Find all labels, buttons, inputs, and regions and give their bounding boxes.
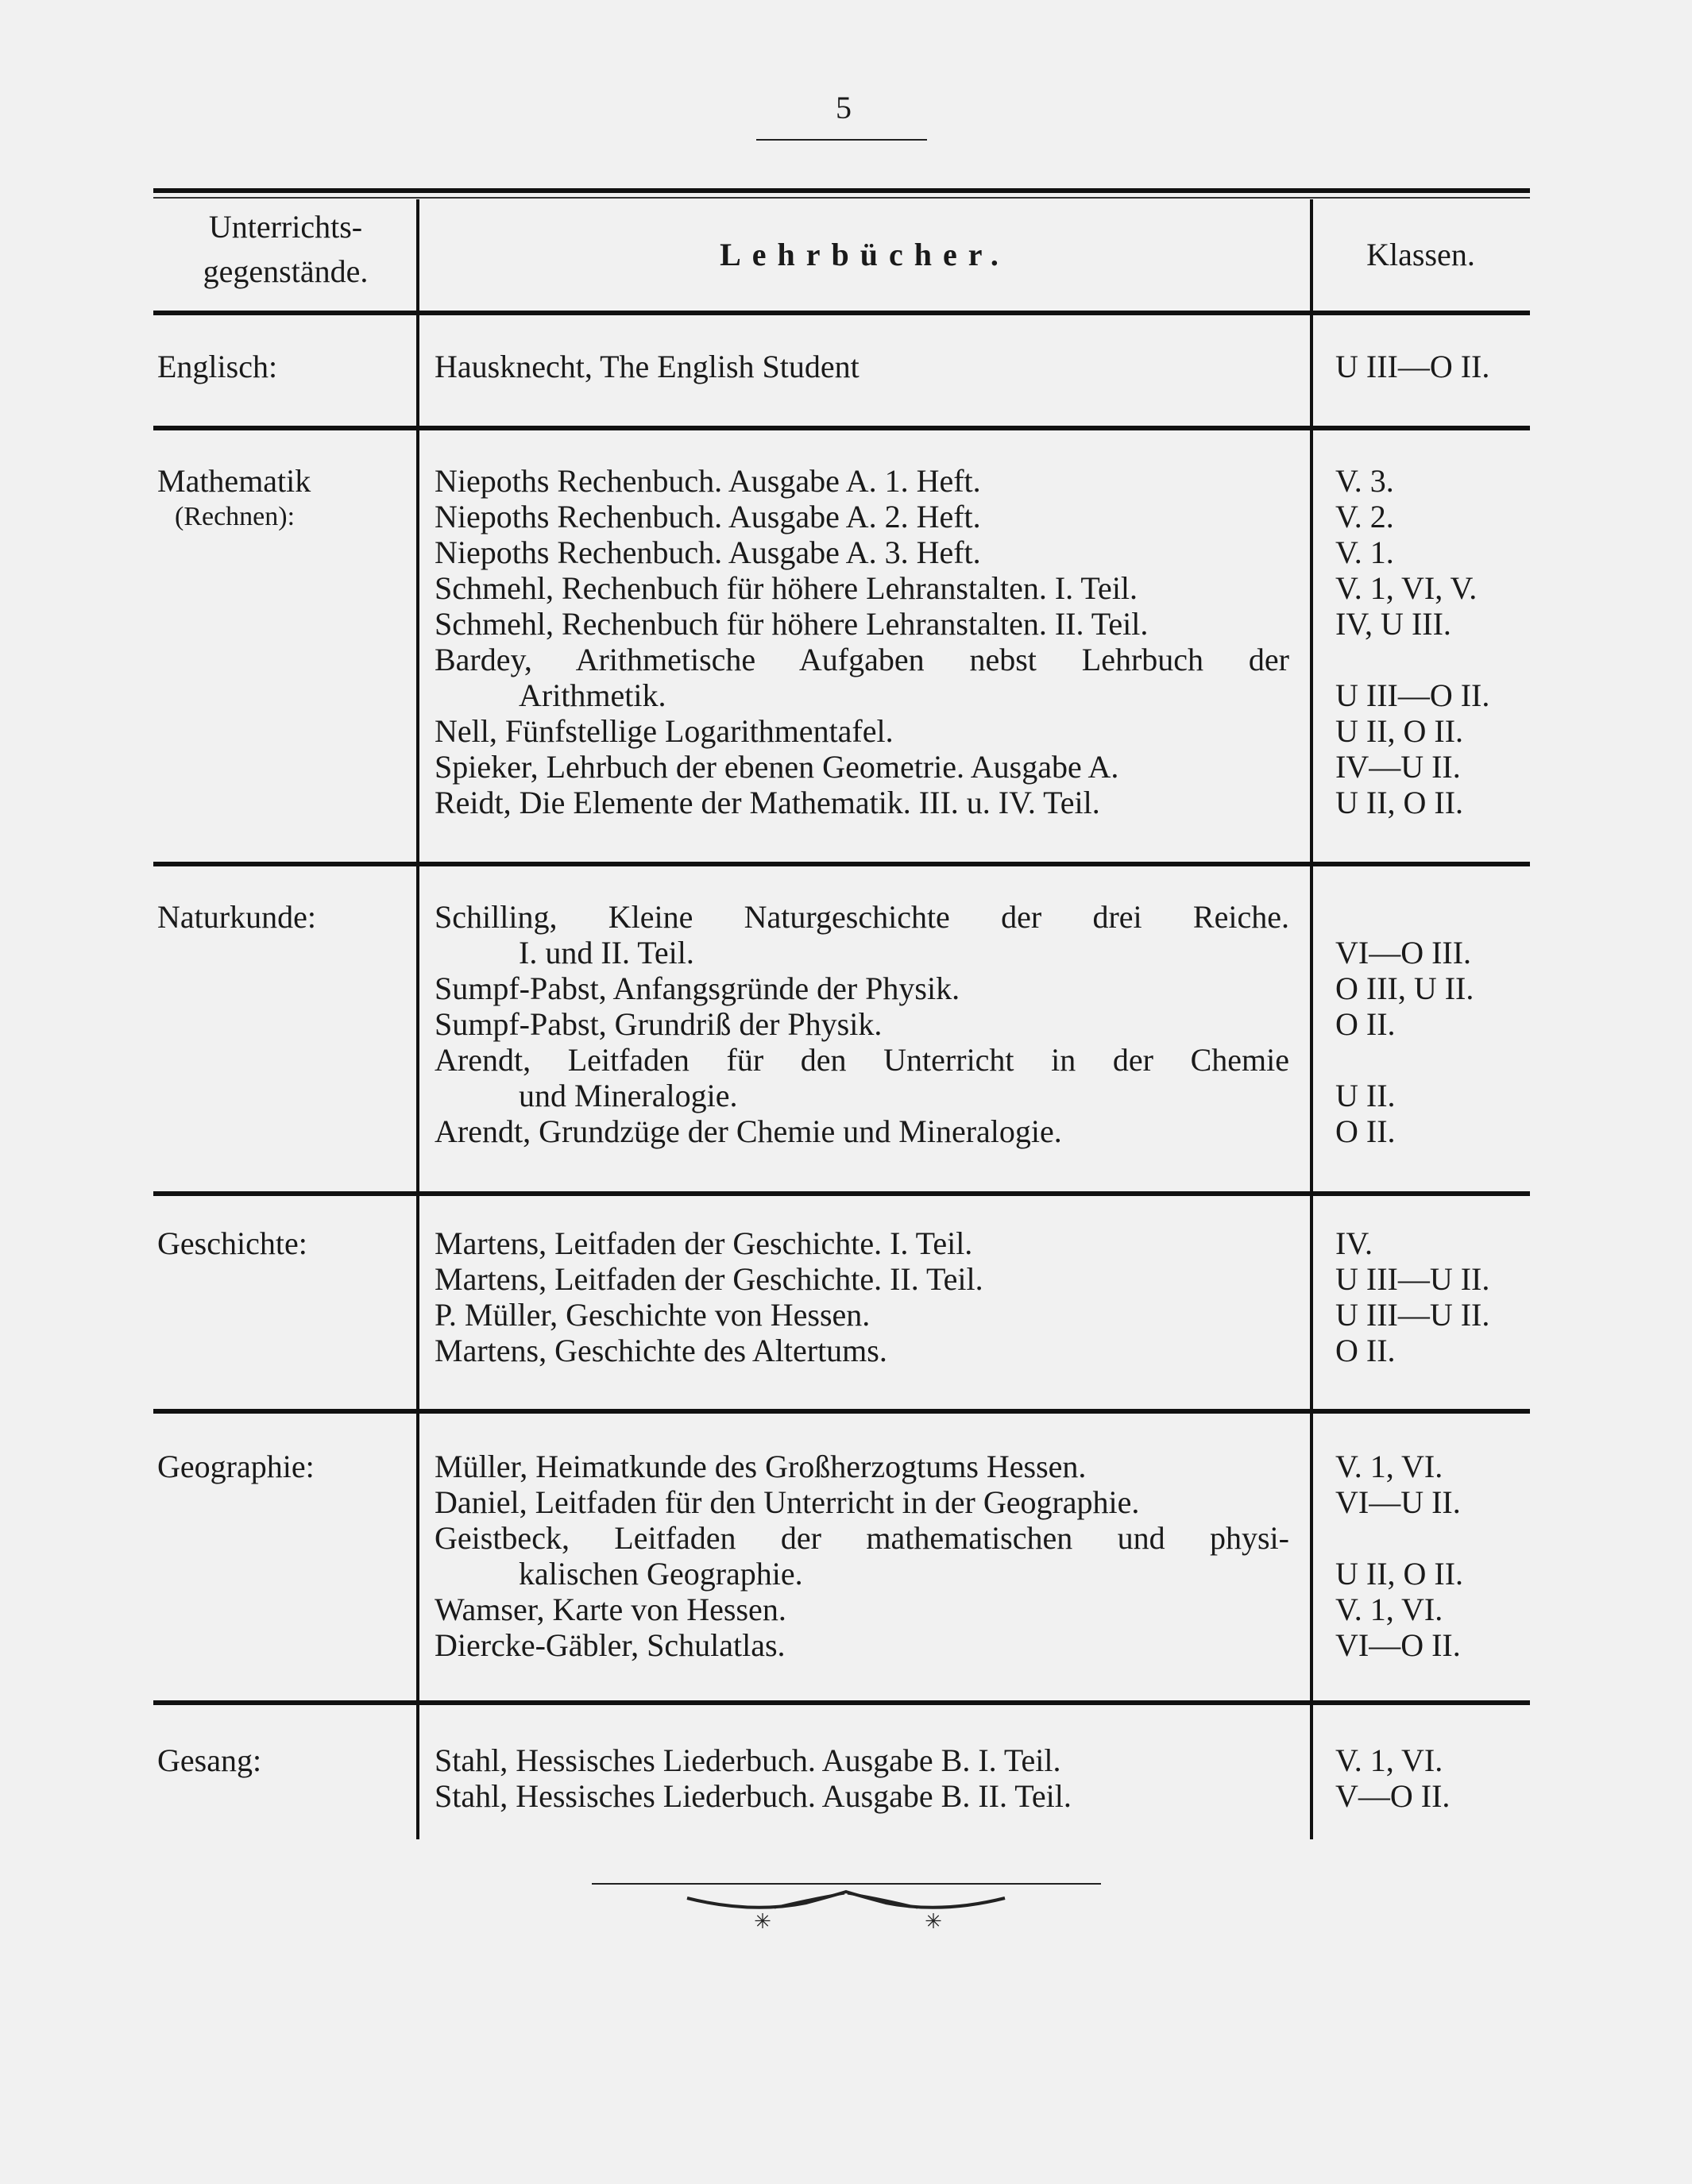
textbook-title: Daniel, Leitfaden für den Unterricht in der Geographie. xyxy=(435,1484,1140,1520)
textbook-row xyxy=(153,1225,1530,1261)
textbook-title: Spieker, Lehrbuch der ebenen Geometrie. Ausgabe A. xyxy=(435,749,1119,785)
table-top-rule xyxy=(153,188,1530,193)
textbook-title: Niepoths Rechenbuch. Ausgabe A. 2. Heft. xyxy=(435,499,981,534)
textbook-classes: VI—U II. xyxy=(1335,1484,1461,1520)
header-subjects xyxy=(153,205,418,294)
textbook-classes: U II. xyxy=(1335,1078,1396,1113)
textbook-title: Reidt, Die Elemente der Mathematik. III. u. IV. Teil. xyxy=(435,785,1100,820)
textbook-classes: V—O II. xyxy=(1335,1778,1451,1814)
header-classes: Klassen. xyxy=(1366,237,1475,272)
textbook-title: Martens, Leitfaden der Geschichte. II. Teil. xyxy=(435,1261,983,1297)
textbook-classes: V. 1. xyxy=(1335,534,1394,570)
textbook-title: P. Müller, Geschichte von Hessen. xyxy=(435,1297,871,1333)
textbook-classes: V. 2. xyxy=(1335,499,1394,534)
textbook-classes: V. 1, VI. xyxy=(1335,1742,1443,1778)
textbook-row xyxy=(153,1592,1530,1627)
section-rule xyxy=(153,1191,1530,1196)
header-subjects-line2: gegenstände. xyxy=(203,253,369,289)
textbook-row xyxy=(153,1742,1530,1778)
textbook-row xyxy=(153,785,1530,820)
textbook-title: Diercke-Gäbler, Schulatlas. xyxy=(435,1627,786,1663)
textbook-title: und Mineralogie. xyxy=(519,1078,738,1113)
textbook-row xyxy=(153,642,1530,677)
textbook-title: Martens, Leitfaden der Geschichte. I. Teil. xyxy=(435,1225,973,1261)
table-top-thin-rule xyxy=(153,197,1530,199)
textbook-classes: VI—O II. xyxy=(1335,1627,1461,1663)
section-rule xyxy=(153,426,1530,430)
textbook-row xyxy=(153,1484,1530,1520)
textbook-classes: U II, O II. xyxy=(1335,785,1464,820)
textbook-row xyxy=(153,570,1530,606)
section-rule xyxy=(153,1700,1530,1705)
textbook-classes: O II. xyxy=(1335,1006,1396,1042)
svg-text:✳: ✳ xyxy=(925,1910,942,1933)
textbook-row xyxy=(153,1627,1530,1663)
textbook-classes: IV, U III. xyxy=(1335,606,1451,642)
svg-text:✳: ✳ xyxy=(754,1910,771,1933)
textbook-classes: O II. xyxy=(1335,1333,1396,1368)
textbook-title: Wamser, Karte von Hessen. xyxy=(435,1592,786,1627)
subject-name: Naturkunde: xyxy=(157,899,316,935)
section-rule xyxy=(153,1409,1530,1414)
textbook-classes: IV. xyxy=(1335,1225,1373,1261)
textbook-title: Sumpf-Pabst, Grundriß der Physik. xyxy=(435,1006,883,1042)
textbook-classes: U III—O II. xyxy=(1335,677,1490,713)
subject-subtitle: (Rechnen): xyxy=(175,502,296,531)
textbook-classes: U III—O II. xyxy=(1335,349,1490,384)
textbook-title: Schmehl, Rechenbuch für höhere Lehranstalten. II. Teil. xyxy=(435,606,1149,642)
section-gesang xyxy=(153,1742,1530,1814)
textbook-title: Martens, Geschichte des Altertums. xyxy=(435,1333,887,1368)
subject-name: Geschichte: xyxy=(157,1225,307,1261)
textbook-row xyxy=(153,534,1530,570)
textbook-row xyxy=(153,1078,1530,1113)
textbook-classes: V. 1, VI. xyxy=(1335,1592,1443,1627)
textbook-title: Hausknecht, The English Student xyxy=(435,349,860,384)
textbook-title: Niepoths Rechenbuch. Ausgabe A. 3. Heft. xyxy=(435,534,981,570)
textbook-title: Geistbeck, Leitfaden der mathematischen und physi- xyxy=(435,1520,1289,1556)
ornament-divider-icon xyxy=(592,1882,1101,1938)
textbook-classes: U II, O II. xyxy=(1335,1556,1464,1592)
section-englisch xyxy=(153,349,1530,384)
page-number: 5 xyxy=(836,90,852,125)
textbook-title: I. und II. Teil. xyxy=(519,935,694,970)
textbook-row xyxy=(153,677,1530,713)
header-books: Lehrbücher. xyxy=(720,237,1010,272)
textbook-title: Niepoths Rechenbuch. Ausgabe A. 1. Heft. xyxy=(435,463,981,499)
section-geschichte xyxy=(153,1225,1530,1368)
textbook-row xyxy=(153,1333,1530,1368)
textbook-row xyxy=(153,1520,1530,1556)
textbook-classes: V. 1, VI, V. xyxy=(1335,570,1478,606)
textbook-title: Nell, Fünfstellige Logarithmentafel. xyxy=(435,713,894,749)
textbook-title: Arithmetik. xyxy=(519,677,666,713)
subject-name: Englisch: xyxy=(157,349,278,384)
textbook-row xyxy=(153,899,1530,935)
textbook-title: Arendt, Leitfaden für den Unterricht in der Chemie xyxy=(435,1042,1289,1078)
textbook-row xyxy=(153,1297,1530,1333)
textbook-row xyxy=(153,1449,1530,1484)
textbook-row xyxy=(153,1042,1530,1078)
section-rule xyxy=(153,862,1530,866)
textbook-row xyxy=(153,935,1530,970)
textbook-classes: O III, U II. xyxy=(1335,970,1474,1006)
textbook-classes: IV—U II. xyxy=(1335,749,1461,785)
subject-name: Gesang: xyxy=(157,1742,262,1778)
textbook-row xyxy=(153,499,1530,534)
header-subjects-line1: Unterrichts- xyxy=(208,209,363,245)
textbook-classes: U II, O II. xyxy=(1335,713,1464,749)
textbook-row xyxy=(153,1261,1530,1297)
textbook-row xyxy=(153,606,1530,642)
textbook-classes: V. 3. xyxy=(1335,463,1394,499)
textbook-row xyxy=(153,1006,1530,1042)
textbook-classes: VI—O III. xyxy=(1335,935,1472,970)
textbook-title: Stahl, Hessisches Liederbuch. Ausgabe B. II. Teil. xyxy=(435,1778,1072,1814)
textbook-row xyxy=(153,970,1530,1006)
subject-name: Geographie: xyxy=(157,1449,315,1484)
textbook-title: Bardey, Arithmetische Aufgaben nebst Lehrbuch der xyxy=(435,642,1289,677)
textbook-title: Arendt, Grundzüge der Chemie und Mineralogie. xyxy=(435,1113,1062,1149)
section-geographie xyxy=(153,1449,1530,1663)
textbook-classes: U III—U II. xyxy=(1335,1261,1490,1297)
textbook-title: kalischen Geographie. xyxy=(519,1556,803,1592)
textbook-classes: O II. xyxy=(1335,1113,1396,1149)
textbook-classes: V. 1, VI. xyxy=(1335,1449,1443,1484)
textbook-row xyxy=(153,749,1530,785)
subject-name: Mathematik xyxy=(157,463,311,499)
page-number-rule xyxy=(756,139,927,141)
textbook-row xyxy=(153,349,1530,384)
textbook-classes: U III—U II. xyxy=(1335,1297,1490,1333)
section-naturkunde xyxy=(153,899,1530,1149)
textbook-row xyxy=(153,1113,1530,1149)
textbook-row xyxy=(153,463,1530,499)
textbook-row xyxy=(153,1556,1530,1592)
textbook-row xyxy=(153,713,1530,749)
textbook-title: Sumpf-Pabst, Anfangsgründe der Physik. xyxy=(435,970,960,1006)
textbook-title: Müller, Heimatkunde des Großherzogtums Hessen. xyxy=(435,1449,1087,1484)
textbook-title: Schilling, Kleine Naturgeschichte der drei Reiche. xyxy=(435,899,1289,935)
section-mathematik xyxy=(153,463,1530,820)
textbook-title: Stahl, Hessisches Liederbuch. Ausgabe B. I. Teil. xyxy=(435,1742,1061,1778)
textbook-title: Schmehl, Rechenbuch für höhere Lehranstalten. I. Teil. xyxy=(435,570,1138,606)
textbook-row xyxy=(153,1778,1530,1814)
header-bottom-rule xyxy=(153,311,1530,315)
